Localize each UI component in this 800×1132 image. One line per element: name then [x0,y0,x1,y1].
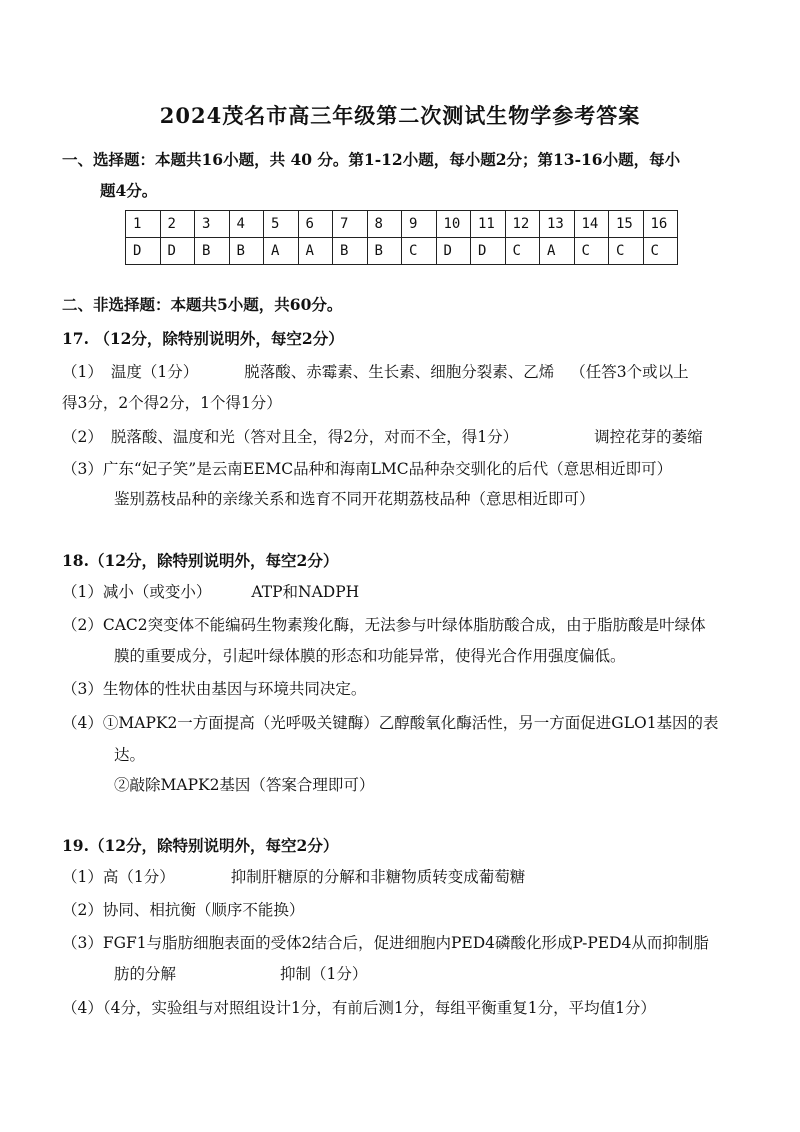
question-number-cell: 16 [643,211,678,238]
q19-part-2-line [62,898,304,920]
q18-part-3-answer: 生物体的性状由基因与环境共同决定。 [102,680,367,698]
q18-part-3-line [62,677,366,699]
section-2-heading: 二、非选择题：本题共5小题，共60分。 [62,295,343,314]
q18-part-4-line-3: ②敲除MAPK2基因（答案合理即可） [114,776,375,794]
q17-part-3-line-2: 鉴别荔枝品种的亲缘关系和选育不同开花期荔枝品种（意思相近即可） [114,490,595,508]
q19-part-1-label: （1） [62,868,103,886]
question-number-cell: 3 [195,211,230,238]
q17-part-3-answer-a: 广东“妃子笑”是云南EEMC品种和海南LMC品种杂交驯化的后代（意思相近即可） [102,460,673,478]
q18-part-2-label: （2） [62,616,103,634]
q17-part-1-line-1 [62,360,689,382]
answer-cell: B [333,238,368,265]
q18-part-2-answer-line-1: CAC2突变体不能编码生物素羧化酶，无法参与叶绿体脂肪酸合成，由于脂肪酸是叶绿体 [102,616,706,634]
q19-part-2-answer: 协同、相抗衡（顺序不能换） [102,901,305,919]
section-1-line-2: 题4分。 [100,181,158,200]
q18-part-1-label: （1） [62,583,103,601]
q18-part-1-line [62,580,359,602]
answer-cell: C [505,238,540,265]
q17-part-3-line-1 [62,457,672,479]
q17-heading: 17. （12分，除特别说明外，每空2分） [62,329,344,348]
question-number-cell: 4 [229,211,264,238]
answer-cell: D [126,238,161,265]
answer-cell: A [264,238,299,265]
q18-part-1-answer-b: ATP和NADPH [251,583,360,601]
answer-cell: D [436,238,471,265]
answer-table [125,210,678,265]
q18-part-3-label: （3） [62,680,103,698]
q17-part-3-label: （3） [62,460,103,478]
question-number-cell: 7 [333,211,368,238]
question-number-cell: 11 [471,211,506,238]
q17-part-1-label: （1） [62,363,103,381]
q19-part-4-line [62,996,656,1018]
question-number-cell: 10 [436,211,471,238]
answer-letter-row [126,238,678,265]
q19-part-3-answer-b: 抑制（1分） [280,965,368,983]
q17-part-1-answer-c: （任答3个或以上 [570,363,689,381]
q19-part-3-answer-a: 肪的分解 [114,965,177,983]
question-number-cell: 5 [264,211,299,238]
q19-heading: 19.（12分，除特别说明外，每空2分） [62,836,339,855]
answer-cell: D [160,238,195,265]
page-title: 2024茂名市高三年级第二次测试生物学参考答案 [159,103,641,128]
answer-cell: C [574,238,609,265]
answer-cell: B [195,238,230,265]
q17-part-2-label: （2） [62,428,103,446]
question-number-row [126,211,678,238]
answer-cell: A [298,238,333,265]
q19-part-1-line [62,865,525,887]
q19-part-3-line-1 [62,931,709,953]
answer-cell: B [229,238,264,265]
question-number-cell: 1 [126,211,161,238]
q18-part-4-label: （4） [62,714,103,732]
q19-part-3-label: （3） [62,934,103,952]
question-number-cell: 15 [609,211,644,238]
q19-part-4-answer: （4分，实验组与对照组设计1分，有前后测1分，每组平衡重复1分，平均值1分） [102,999,656,1017]
answer-cell: D [471,238,506,265]
q18-part-4-line-2: 达。 [114,746,146,764]
q19-part-1-answer-b: 抑制肝糖原的分解和非糖物质转变成葡萄糖 [230,868,526,886]
answer-cell: C [402,238,437,265]
answer-cell: B [367,238,402,265]
question-number-cell: 8 [367,211,402,238]
q17-part-2-line [62,425,703,447]
q18-part-4-answer-line-1: ①MAPK2一方面提高（光呼吸关键酶）乙醇酸氧化酶活性，另一方面促进GLO1基因的表 [102,714,719,732]
question-number-cell: 12 [505,211,540,238]
q18-part-4-line-1 [62,711,719,733]
q18-heading: 18.（12分，除特别说明外，每空2分） [62,551,339,570]
q19-part-1-answer-a: 高（1分） [102,868,175,886]
q17-part-1-answer-b: 脱落酸、赤霉素、生长素、细胞分裂素、乙烯 [244,363,555,381]
answer-cell: A [540,238,575,265]
question-number-cell: 13 [540,211,575,238]
question-number-cell: 9 [402,211,437,238]
q18-part-2-line-2: 膜的重要成分，引起叶绿体膜的形态和功能异常，使得光合作用强度偏低。 [114,647,626,665]
q17-part-1-line-2: 得3分，2个得2分，1个得1分） [62,394,282,412]
question-number-cell: 6 [298,211,333,238]
q17-part-2-answer-a: 脱落酸、温度和光（答对且全，得2分，对而不全，得1分） [110,428,519,446]
section-1-line-1: 一、选择题：本题共16小题，共 40 分。第1-12小题，每小题2分；第13-16小题，每小 [62,150,681,169]
question-number-cell: 14 [574,211,609,238]
q17-part-2-answer-b: 调控花芽的萎缩 [594,428,703,446]
q19-part-4-label: （4） [62,999,103,1017]
answer-cell: C [609,238,644,265]
q19-part-2-label: （2） [62,901,103,919]
question-number-cell: 2 [160,211,195,238]
answer-cell: C [643,238,678,265]
q17-part-1-answer-a: 温度（1分） [110,363,199,381]
q18-part-1-answer-a: 减小（或变小） [102,583,212,601]
q19-part-3-answer-line-1: FGF1与脂肪细胞表面的受体2结合后，促进细胞内PED4磷酸化形成P-PED4从而抑制脂 [102,934,709,952]
q19-part-3-line-2 [114,962,367,984]
q18-part-2-line-1 [62,613,706,635]
